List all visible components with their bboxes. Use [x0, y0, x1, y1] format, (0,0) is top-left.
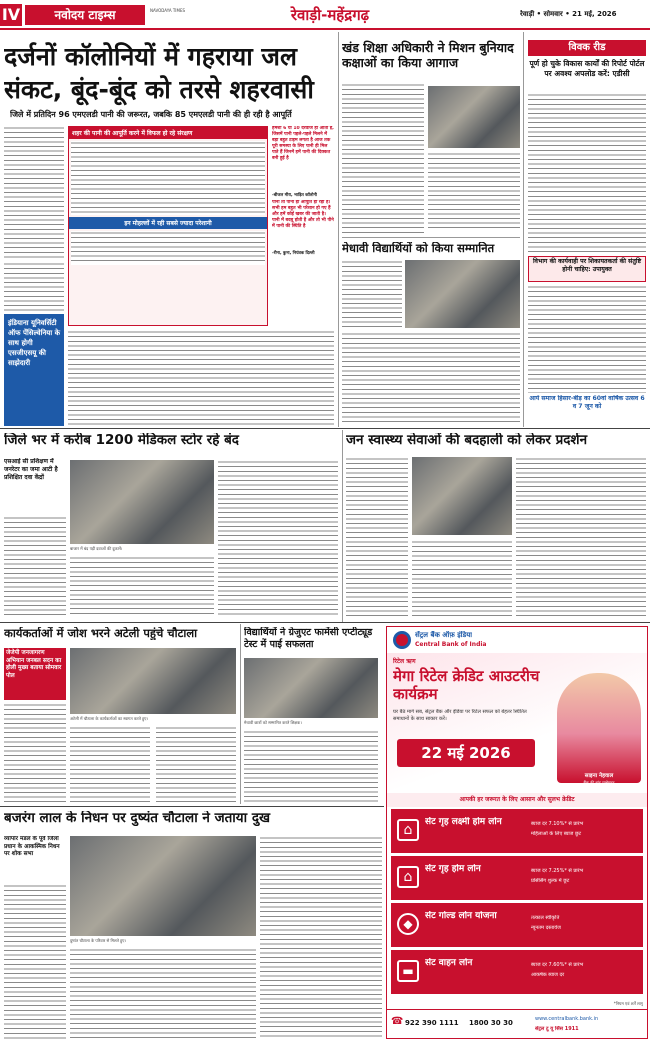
- story8-body: [4, 884, 66, 1039]
- arya-samaj-headline: आर्य समाज हिसार-बीड़ का 60वां वार्षिक उत्सव 6 व 7 जून को: [529, 395, 645, 410]
- story4-body3: [218, 460, 338, 616]
- ambassador-name: साइना नेहवाल: [584, 773, 614, 779]
- home-icon: ⌂: [397, 819, 419, 841]
- story8-headline: बजरंग लाल के निधन पर दुष्यंत चौटाला ने जताया दुख: [4, 811, 271, 826]
- loan-b2: आकर्षक ब्याज दर: [531, 972, 565, 978]
- phone-icon: ☎: [391, 1016, 404, 1027]
- caption-2: अटेली में चौटाला के कार्यकर्ताओं का स्वागत करते हुए।: [70, 716, 149, 721]
- quote-box: [272, 126, 334, 261]
- loan-name: सेंट वाहन लोन: [425, 958, 473, 968]
- caption-4: दुष्यंत चौटाला के परिवार से मिलते हुए।: [70, 938, 127, 943]
- story3-body: [342, 260, 402, 330]
- story2-headline: खंड शिक्षा अधिकारी ने मिशन बुनियाद कक्षाओं का किया आगाज: [342, 40, 514, 70]
- home-icon: ⌂: [397, 866, 419, 888]
- loan-item: [391, 856, 643, 900]
- story8-side: व्यापार मंडल के पूर्व जिला प्रधान के आकस्मिक निधन पर शोक सभा: [4, 836, 60, 857]
- bank-name-hi: सेंट्रल बैंक ऑफ़ इंडिया: [415, 631, 473, 639]
- lead-box-title: शहर की पानी की आपूर्ति करने में विफल हो रहे संरक्षण: [69, 127, 267, 139]
- story7-photo: [244, 658, 378, 718]
- brand-logo: नवोदय टाइम्स: [25, 5, 145, 25]
- ad-tc: *नियम एवं शर्तें लागू: [613, 1001, 643, 1006]
- loan-b2: महिलाओं के लिए ब्याज छूट: [531, 831, 581, 837]
- vivek-read-headline: पूर्ण हो चुके विकास कार्यों की रिपोर्ट पोर्टल पर अवश्य अपलोड करें: एडीसी: [529, 59, 645, 78]
- story3-photo: [405, 260, 520, 328]
- story4-body2: [70, 556, 214, 616]
- story3-body2: [342, 332, 520, 425]
- vivek-read-tag: विवक रीड: [528, 40, 646, 56]
- story4-side-title: एसआई सी प्रशिक्षण में जनरेटर का जमा आटी है प्रशिक्षित दवा केंद्रों: [4, 458, 58, 481]
- loan-item: [391, 903, 643, 947]
- story6-photo: [70, 648, 236, 714]
- loan-b1: ब्याज दर 7.10%* से प्रारंभ: [531, 821, 584, 827]
- loan-item: [391, 950, 643, 994]
- loan-name: सेंट गृह होम लोन: [425, 864, 481, 874]
- story2-body: [342, 83, 424, 233]
- story8-body2: [70, 948, 256, 1039]
- dateline: रेवाड़ी • सोमवार • 21 मई, 2026: [520, 10, 617, 18]
- ad-tag: रिटेल ऋण: [393, 658, 416, 665]
- quote-2: पानी तो पानी ही आपूर्ति हो रही है। सभी हम बहुत भी परेशान हो गए हैं और हमें कोई खबर की जाती है। पानी में बदबू होती है और तो भी पीने में पानी की स्थिति है: [272, 200, 334, 229]
- car-icon: ▬: [397, 960, 419, 982]
- story4-photo: [70, 460, 214, 544]
- vivek-read-body: [528, 93, 646, 253]
- story7-headline: विद्यार्थियों ने ग्रेजुएट फार्मेसी एप्टीट्यूड टेस्ट में पाई सफलता: [244, 627, 373, 650]
- story8-photo: [70, 836, 256, 936]
- loan-item: [391, 809, 643, 853]
- story3-headline: मेधावी विद्यार्थियों को किया सम्मानित: [342, 242, 495, 255]
- vivek-box: विभाग की कार्यवाही पर शिकायतकर्ता की संतुष्टि होनी चाहिए: उपायुक्त: [528, 256, 646, 282]
- page-number: IV: [1, 5, 21, 24]
- vivek-body2: [528, 285, 646, 393]
- lead-body-col2: [4, 262, 64, 312]
- ad-phone2: 1800 30 30: [469, 1019, 513, 1027]
- ambassador-photo: [557, 673, 641, 783]
- story2-photo: [428, 86, 520, 148]
- ad-phone1: 922 390 1111: [405, 1019, 459, 1027]
- story6-body: [4, 703, 66, 803]
- caption-1: बाजार में बंद पड़ी दवाओं की दुकानें।: [70, 546, 123, 551]
- lead-subhead: जिले में प्रतिदिन 96 एमएलडी पानी की जरूरत, जबकि 85 एमएलडी पानी की ही रही है आपूर्ति: [10, 110, 292, 119]
- story2-body2: [428, 152, 520, 232]
- ad-slogan: सेंट्रल टू यू सिंस 1911: [535, 1026, 579, 1032]
- story5-photo: [412, 457, 512, 535]
- lead-body-bottom: [68, 330, 334, 425]
- loan-b1: ब्याज दर 7.60%* से प्रारंभ: [531, 962, 584, 968]
- brand-sub: NAVODAYA TIMES: [150, 8, 186, 13]
- bank-logo-icon: [393, 631, 411, 649]
- loan-b1: तत्काल स्वीकृति: [531, 915, 560, 921]
- story5-body3: [516, 457, 646, 617]
- story6-side: जेजेपी जनजागरण अभियान जनबल सदन का होली मुख्य बताया सोमवार पोल: [4, 648, 66, 700]
- story6-headline: कार्यकर्ताओं में जोश भरने अटेली पहुंचे चौटाला: [4, 627, 198, 640]
- loan-list: [387, 809, 647, 999]
- caption-3: मेधावी छात्रों को सम्मानित करते शिक्षक।: [244, 720, 302, 725]
- story8-body3: [260, 836, 382, 1039]
- ad-title: मेगा रिटेल क्रेडिट आउटरीच कार्यक्रम: [393, 667, 540, 703]
- quote-1: हमेशा 6 या 10 दरवाजे ही आता है, जिसमें पानी पहले-पहले मिलने में बड़ा बहुत टाइम लगता है आज तक पूरी समस्या के लिए पानी ही मिल पाते हैं जिनमें हमें पानी की दिक्कत बनी हुई है: [272, 126, 334, 161]
- section-name: रेवाड़ी-महेंद्रगढ़: [290, 6, 370, 24]
- masthead: [0, 0, 650, 30]
- ad-tagline: आपकी हर जरूरत के लिए आसान और सुलभ क्रेडिट: [387, 793, 647, 807]
- ad-site: www.centralbank.bank.in: [535, 1016, 599, 1022]
- story7-body: [244, 730, 378, 804]
- lead-body-col1: [4, 126, 64, 261]
- lead-headline: दर्जनों कॉलोनियों में गहराया जल संकट, बूंद-बूंद को तरसे शहरवासी: [4, 42, 314, 104]
- ad-subtext: घर बैठे मार्ग सब, सेंट्रल बैंक और इंडिया पर रिटेल सफल को बेहतर स्थितित समाधानों के साथ साकार करें।: [393, 709, 527, 722]
- ad-hero: [387, 653, 647, 793]
- loan-b2: प्रोसेसिंग शुल्क में छूट: [531, 878, 570, 884]
- loan-b1: ब्याज दर 7.25%* से प्रारंभ: [531, 868, 584, 874]
- story6-body2: [70, 726, 150, 804]
- quote-2-by: -रीना, कुना, नियंत्रक दिल्ली: [272, 250, 315, 255]
- story5-body: [346, 457, 408, 617]
- ad-footer: [387, 1009, 647, 1038]
- lead-box2-title: इन मोहल्लों में रही सबसे ज्यादा परेशानी: [69, 217, 267, 229]
- ambassador-sub: बैंक की ब्रांड एम्बेसडर: [583, 780, 615, 785]
- bank-advertisement: [386, 626, 648, 1039]
- gold-icon: ◆: [397, 913, 419, 935]
- story6-body3: [156, 726, 236, 804]
- lead-info-box: [68, 126, 268, 326]
- loan-name: सेंट गृह लक्ष्मी होम लोन: [425, 817, 502, 827]
- ad-date: 22 मई 2026: [397, 739, 535, 767]
- story4-body: [4, 516, 66, 616]
- story5-body2: [412, 540, 512, 617]
- quote-1-by: -बीजल मीरा, भाड़ित कॉलोनी: [272, 192, 317, 197]
- university-promo: इंडियाना यूनिवर्सिटी ऑफ पेंसिल्वेनिया के साथ होगी एसजीएसयू की साझेदारी: [4, 314, 64, 426]
- loan-name: सेंट गोल्ड लोन योजना: [425, 911, 497, 921]
- story5-headline: जन स्वास्थ्य सेवाओं की बदहाली को लेकर प्रदर्शन: [346, 433, 588, 448]
- bank-name-en: Central Bank of India: [415, 641, 487, 648]
- story4-headline: जिले भर में करीब 1200 मेडिकल स्टोर रहे बंद: [4, 433, 239, 448]
- loan-b2: न्यूनतम दस्तावेज: [531, 925, 561, 931]
- ad-header: [387, 627, 647, 653]
